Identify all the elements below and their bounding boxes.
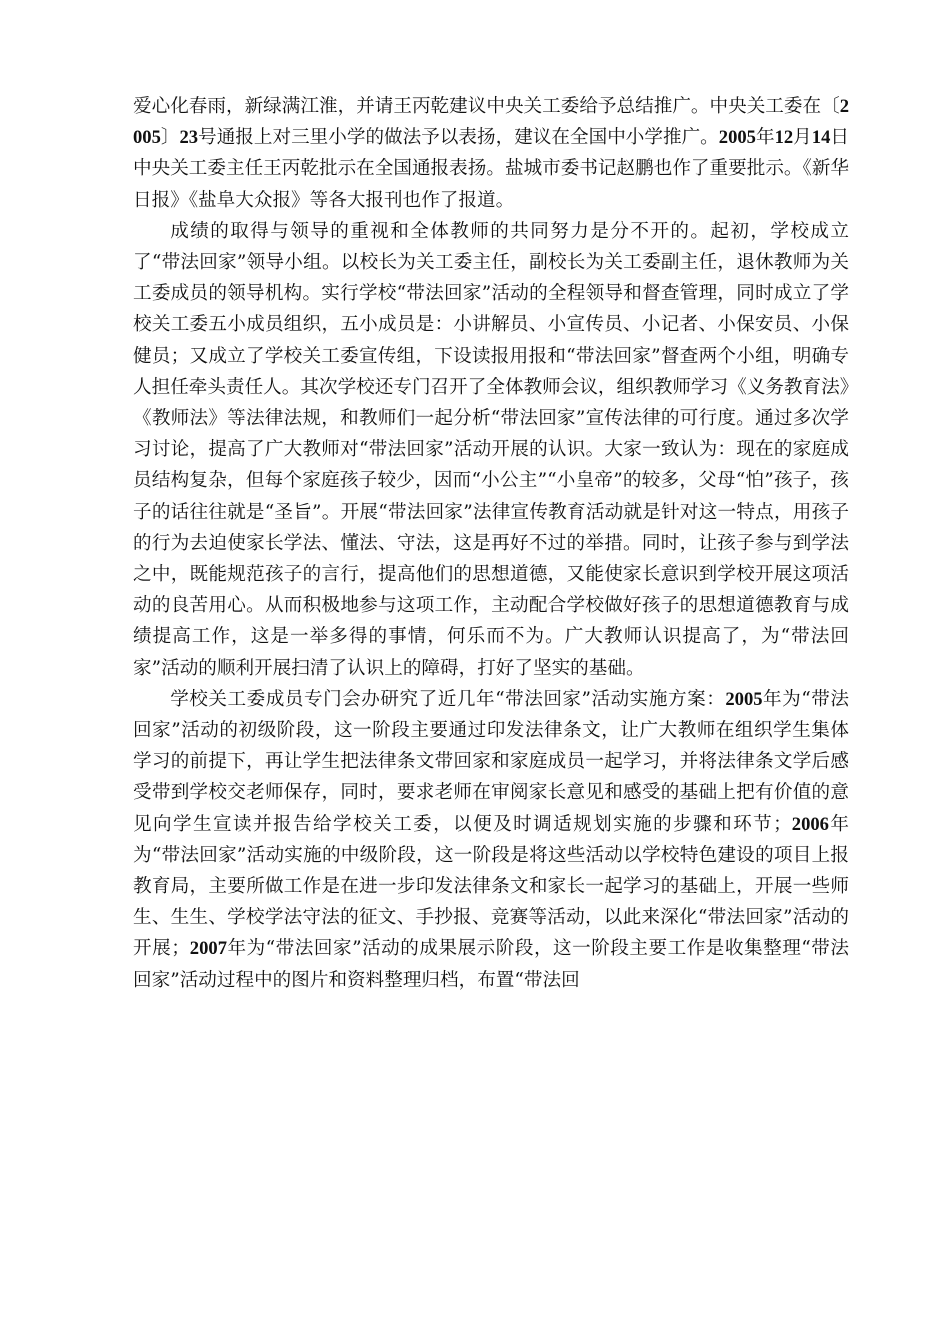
text-run: 成绩的取得与领导的重视和全体教师的共同努力是分不开的。起初，学校成立了“带法回家”领导小组。以校长为关工委主任，副校长为关工委副主任，退休教师为关工委成员的领导机构。实行学校“带法回家”活动的全程领导和督查管理，同时成立了学校关工委五小成员组织，五小成员是：小讲解员、小宣传员、小记者、小保安员、小保健员；又成立了学校关工委宣传组，下设读报用报和“带法回家”督查两个小组，明确专人担任牵头责任人。其次学校还专门召开了全体教师会议，组织教师学习《义务教育法》《教师法》等法律法规，和教师们一起分析“带法回家”宣传法律的可行度。通过多次学习讨论，提高了广大教师对“带法回家”活动开展的认识。大家一致认为：现在的家庭成员结构复杂，但每个家庭孩子较少，因而“小公主”“小皇帝”的较多，父母“怕”孩子，孩子的话往往就是“圣旨”。开展“带法回家”法律宣传教育活动就是针对这一特点，用孩子的行为去迫使家长学法、懂法、守法，这是再好不过的举措。同时，让孩子参与到学法之中，既能规范孩子的言行，提高他们的思想道德，又能使家长意识到学校开展这项活动的良苦用心。从而积极地参与这项工作，主动配合学校做好孩子的思想道德教育与成绩提高工作，这是一举多得的事情，何乐而不为。广大教师认识提高了，为“带法回家”活动的顺利开展扫清了认识上的障碍，打好了坚实的基础。 bbox=[133, 220, 849, 679]
number-run: 2006 bbox=[791, 813, 829, 835]
text-run: 年为“带法回家”活动的成果展示阶段，这一阶段主要工作是收集整理“带法回家”活动过程中的图片和资料整理归档，布置“带法回 bbox=[133, 938, 849, 991]
paragraph-2 bbox=[133, 216, 849, 684]
paragraph-1 bbox=[133, 91, 849, 216]
text-run: 年为“带法回家”活动的初级阶段，这一阶段主要通过印发法律条文，让广大教师在组织学生集体学习的前提下，再让学生把法律条文带回家和家庭成员一起学习，并将法律条文学后感受带到学校交老师保存，同时，要求老师在审阅家长意见和感受的基础上把有价值的意见向学生宣读并报告给学校关工委，以便及时调适规划实施的步骤和环节； bbox=[133, 688, 849, 835]
paragraph-3 bbox=[133, 684, 849, 996]
number-run: 23 bbox=[179, 127, 199, 149]
text-run: 爱心化春雨，新绿满江淮，并请王丙乾建议中央关工委给予总结推广。中央关工委在〔 bbox=[133, 96, 840, 117]
text-run: 日中央关工委主任王丙乾批示在全国通报表扬。盐城市委书记赵鹏也作了重要批示。《新华日报》《盐阜大众报》等各大报刊也作了报道。 bbox=[133, 127, 849, 211]
text-run: 〕 bbox=[160, 127, 180, 149]
text-run: 月 bbox=[793, 127, 812, 149]
number-run: 12 bbox=[774, 127, 794, 149]
text-run: 学校关工委成员专门会办研究了近几年“带法回家”活动实施方案： bbox=[170, 688, 726, 710]
number-run: 2005 bbox=[718, 127, 756, 149]
number-run: 2007 bbox=[189, 938, 227, 960]
number-run: 14 bbox=[811, 127, 831, 149]
text-run: 年为“带法回家”活动实施的中级阶段，这一阶段是将这些活动以学校特色建设的项目上报教育局，主要所做工作是在进一步印发法律条文和家长一起学习的基础上，开展一些师生、生生、学校学法守法的征文、手抄报、竞赛等活动，以此来深化“带法回家”活动的开展； bbox=[133, 813, 849, 960]
number-run: 2005 bbox=[133, 96, 849, 149]
document-body bbox=[133, 91, 849, 996]
text-run: 年 bbox=[755, 127, 775, 149]
text-run: 号通报上对三里小学的做法予以表扬，建议在全国中小学推广。 bbox=[198, 127, 719, 149]
number-run: 2005 bbox=[725, 688, 763, 710]
